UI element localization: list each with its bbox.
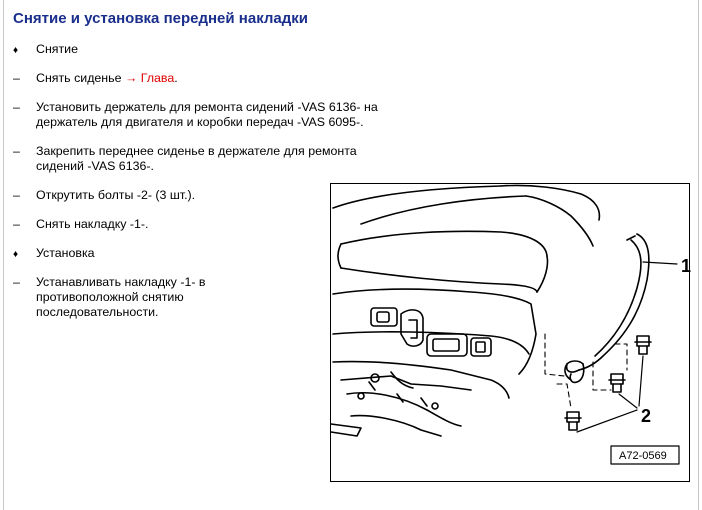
section-heading-removal <box>13 42 413 57</box>
seat-back-edge <box>333 186 501 208</box>
page-border-right <box>698 0 699 510</box>
bolt-middle <box>609 374 625 392</box>
cushion-top <box>341 231 547 256</box>
callout-2: 2 <box>641 406 652 426</box>
dash-marker: – <box>13 100 20 114</box>
list-item <box>13 71 413 86</box>
page-border-left <box>3 0 4 510</box>
switch-1 <box>371 308 397 326</box>
step-text: Устанавливать накладку -1- в противоположной снятию последовательности. <box>36 275 206 319</box>
step-text: Открутить болты -2- (3 шт.). <box>36 188 196 202</box>
step-text: Установка <box>36 246 95 260</box>
list-item <box>13 144 406 174</box>
dash-marker: – <box>13 217 20 231</box>
callout-1: 1 <box>681 256 692 276</box>
diamond-bullet-icon: ♦ <box>13 249 19 260</box>
seat-trim-diagram <box>330 183 690 482</box>
step-text: Снять накладку -1-. <box>36 217 149 231</box>
bolt-upper <box>635 336 651 354</box>
diamond-bullet-icon: ♦ <box>13 45 19 56</box>
list-item <box>13 100 416 130</box>
step-text: Снятие <box>36 42 78 56</box>
dash-marker: – <box>13 144 20 158</box>
list-item <box>13 275 246 320</box>
switch-knob <box>401 310 423 346</box>
dash-marker: – <box>13 71 20 85</box>
chapter-link[interactable]: → Глава <box>124 71 175 85</box>
step-text-suffix: . <box>174 71 178 85</box>
step-text: Снять сиденье <box>36 71 122 85</box>
figure-reference-number: A72-0569 <box>619 450 667 462</box>
step-text: Закрепить переднее сиденье в держателе для ремонта сидений -VAS 6136-. <box>36 144 357 173</box>
dash-marker: – <box>13 275 20 289</box>
switch-3 <box>471 338 491 356</box>
step-text: Установить держатель для ремонта сидений -VAS 6136- на держатель для двигателя и коробки передач -VAS 6095-. <box>36 100 378 129</box>
dash-marker: – <box>13 188 20 202</box>
page-title: Снятие и установка передней накладки <box>13 10 309 27</box>
bolt-lower <box>565 412 581 430</box>
